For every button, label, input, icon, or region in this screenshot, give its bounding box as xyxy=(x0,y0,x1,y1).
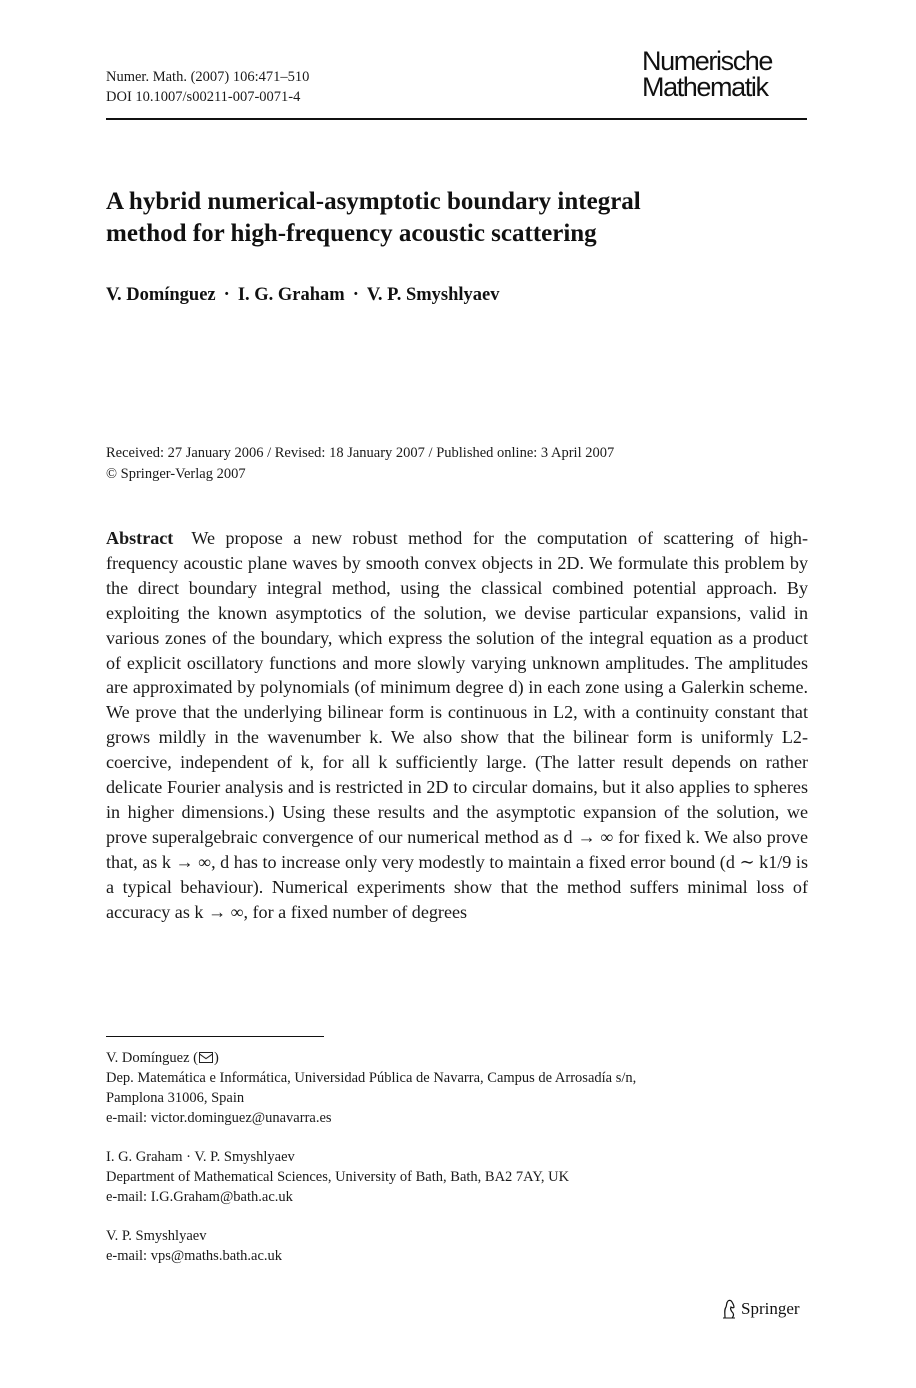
history-dates: Received: 27 January 2006 / Revised: 18 January 2007 / Published online: 3 April 2007 xyxy=(106,445,615,461)
author-name: V. P. Smyshlyaev xyxy=(106,1228,207,1244)
footnote-block-3 xyxy=(106,1226,636,1266)
paper-title xyxy=(106,186,807,250)
journal-reference xyxy=(106,67,309,107)
footnote-block-2 xyxy=(106,1147,636,1207)
affiliation-line: Pamplona 31006, Spain xyxy=(106,1090,245,1106)
citation: Numer. Math. (2007) 106:471–510 xyxy=(106,69,310,85)
author-list xyxy=(106,285,500,306)
journal-logo xyxy=(642,48,817,100)
footnotes xyxy=(106,1048,636,1285)
title-line-2: method for high-frequency acoustic scattering xyxy=(106,220,597,247)
author-1: V. Domínguez xyxy=(106,285,216,305)
footnote-block-1: V. Domínguez ( ) Dep. Matemática e Informática, Universidad Pública de Navarra, Campus de Arrosadía s/n, Pamplona 31006, Spain e-mail: victor.dominguez@unavarra.es xyxy=(106,1050,637,1126)
author-separator: · xyxy=(223,285,230,305)
affiliation-line: Department of Mathematical Sciences, University of Bath, Bath, BA2 7AY, UK xyxy=(106,1169,570,1185)
email: e-mail: I.G.Graham@bath.ac.uk xyxy=(106,1189,293,1205)
abstract-label: Abstract xyxy=(106,528,174,548)
copyright: © Springer-Verlag 2007 xyxy=(106,466,246,482)
doi: DOI 10.1007/s00211-007-0071-4 xyxy=(106,89,301,105)
abstract-text: We propose a new robust method for the computation of scattering of high-frequency acoustic plane waves by smooth convex objects in 2D. We formulate this problem by the direct boundary integral method, using the classical combined potential approach. By exploiting the known asymptotics of the solution, we devise particular expansions, valid in various zones of the boundary, which express the solution of the integral equation as a product of explicit oscillatory functions and more slowly varying unknown amplitudes. The amplitudes are approximated by polynomials (of minimum degree d) in each zone using a Galerkin scheme. We prove that the underlying bilinear form is continuous in L2, with a continuity constant that grows mildly in the wavenumber k. We also show that the bilinear form is uniformly L2-coercive, independent of k, for all k sufficiently large. (The latter result depends on rather delicate Fourier analysis and is restricted in 2D to circular domains, but it also applies to spheres in higher dimensions.) Using these results and the asymptotic expansion of the solution, we prove superalgebraic convergence of our numerical method as d → ∞ for fixed k. We also prove that, as k → ∞, d has to increase only very modestly to maintain a fixed error bound (d ∼ k1/9 is a typical behaviour). Numerical experiments show that the method suffers minimal loss of accuracy as k → ∞, for a fixed number of degrees xyxy=(106,528,808,922)
author-3: V. P. Smyshlyaev xyxy=(366,285,500,305)
email: e-mail: victor.dominguez@unavarra.es xyxy=(106,1110,332,1126)
abstract xyxy=(106,526,808,925)
publisher-name: Springer xyxy=(741,1299,800,1318)
affiliation-line: Dep. Matemática e Informática, Universidad Pública de Navarra, Campus de Arrosadía s/n, xyxy=(106,1070,637,1086)
header-rule xyxy=(106,118,807,120)
journal-logo-line2: Mathematik xyxy=(642,72,768,102)
footnote-rule xyxy=(106,1036,324,1037)
journal-logo-line1: Numerische xyxy=(642,46,773,76)
publication-history xyxy=(106,443,614,485)
corresponding-author-name: V. Domínguez xyxy=(106,1050,190,1066)
author-2: I. G. Graham xyxy=(237,285,345,305)
envelope-icon xyxy=(199,1052,213,1063)
author-separator: · xyxy=(352,285,359,305)
springer-horse-icon xyxy=(722,1299,736,1319)
title-line-1: A hybrid numerical-asymptotic boundary integral xyxy=(106,188,641,215)
publisher-mark xyxy=(722,1299,800,1319)
author-names: I. G. Graham · V. P. Smyshlyaev xyxy=(106,1149,295,1165)
email: e-mail: vps@maths.bath.ac.uk xyxy=(106,1248,283,1264)
